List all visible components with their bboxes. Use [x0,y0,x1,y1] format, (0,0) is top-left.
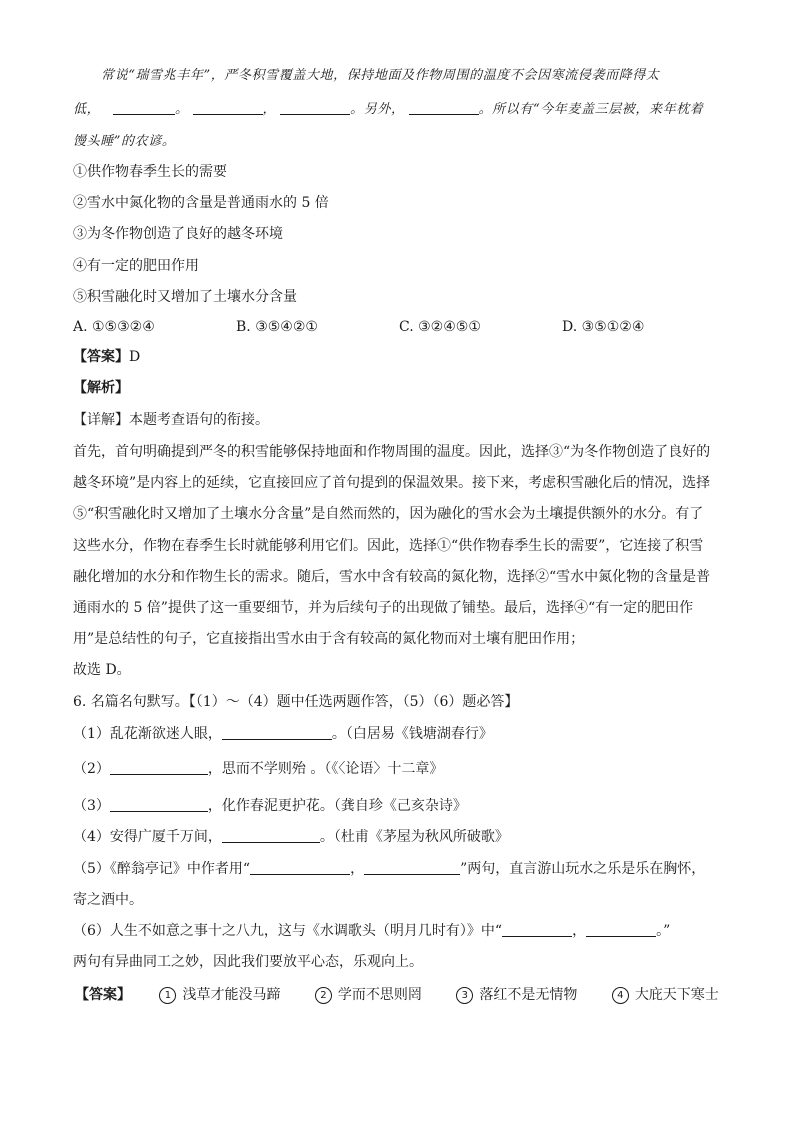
q6-s1-text-a: （1）乱花渐欲迷人眼， [73,726,222,742]
q6-sentence-4 [73,827,733,847]
q5-blank-1 [113,100,175,115]
detail-line-1: 【详解】本题考查语句的衔接。 [73,412,269,428]
q6-s6-text-a: （6）人生不如意之事十之八九，这与《水调歌头（明月几时有）》中“ [73,923,503,939]
detail-line-4: ⑤“积雪融化时又增加了土壤水分含量”是自然而然的，因为融化的雪水会为土壤提供额外的水分。有了 [73,506,704,522]
q6-s1-text-b: 。（白居易《钱塘湖春行》 [331,726,493,742]
q6-s3-blank [110,797,208,812]
q5-options [73,317,733,337]
q6-answer-1 [159,985,280,1005]
q5-stem-text-b: 。所以有“今年麦盖三层被，来年枕着 [478,102,704,117]
q6-answer-3-text: 落红不是无情物 [479,987,578,1003]
q6-s6-sep: ， [572,923,587,939]
q5-blank-2 [193,100,263,115]
detail-line-6: 融化增加的水分和作物生长的需求。随后，雪水中含有较高的氮化物，选择②“雪水中氮化物的含量是普 [73,569,711,585]
q5-stem-line-2 [73,100,733,120]
answer-label: 【答案】 [73,349,129,365]
q6-sentence-5 [73,859,733,879]
q6-s4-text-a: （4）安得广厦千万间， [73,829,222,845]
q6-s5-text-a: （5）《醉翁亭记》中作者用“ [73,861,251,877]
option-c: C. ③②④⑤① [399,319,481,335]
q6-s4-blank [222,828,320,843]
q6-sentence-6 [73,921,733,941]
q6-s5-sep: ， [350,861,365,877]
q6-s5-blank-2 [364,860,460,875]
q6-s5-text-b: ”两句，直言游山玩水之乐是乐在胸怀， [460,861,706,877]
q6-s6-blank-2 [586,922,656,937]
q6-s3-text-b: ，化作春泥更护花。（龚自珍《己亥杂诗》 [207,798,467,814]
q6-sentence-1 [73,724,733,744]
q6-answer-line [75,985,735,1005]
detail-line-3: 越冬环境”是内容上的延续，它直接回应了首句提到的保温效果。接下来，考虑积雪融化后的情况，选择 [73,475,711,491]
answer-value: D [129,349,141,365]
q6-answer-4 [612,985,719,1005]
q6-s2-text-b: ，思而不学则殆 。（《〈论语〉十二章》 [207,761,444,777]
detail-line-7: 通雨水的 5 倍”提供了这一重要细节，并为后续句子的出现做了铺垫。最后，选择④“有一定的肥田作 [73,600,694,616]
q6-answer-2 [315,985,422,1005]
q5-item-5: ⑤积雪融化时又增加了土壤水分含量 [73,289,297,305]
q5-blank-3 [280,100,350,115]
circled-number-icon: 4 [612,987,629,1004]
q6-sentence-6-cont: 两句有异曲同工之妙，因此我们要放平心态，乐观向上。 [73,954,423,970]
q6-s6-text-b: 。” [656,923,671,939]
q6-sentence-5-cont: 寄之酒中。 [73,892,143,908]
detail-line-8: 用”是总结性的句子，它直接指出雪水由于含有较高的氮化物而对土壤有肥田作用； [73,631,585,647]
q6-title: 6. 名篇名句默写。【（1）～（4）题中任选两题作答，（5）（6）题必答】 [73,694,519,710]
q6-s6-blank-1 [502,922,572,937]
q6-s3-text-a: （3） [73,798,110,814]
q6-s2-blank [110,760,208,775]
q6-s2-text-a: （2） [73,761,110,777]
q5-sep-3: 。另外， [350,102,405,117]
q6-answer-1-text: 浅草才能没马蹄 [182,987,281,1003]
option-b: B. ③⑤④②① [236,319,318,335]
q5-item-2: ②雪水中氮化物的含量是普通雨水的 5 倍 [73,195,329,211]
detail-line-5: 这些水分，作物在春季生长时就能够利用它们。因此，选择①“供作物春季生长的需要”，它连接了积雪 [73,538,704,554]
detail-line-2: 首先，首句明确提到严冬的积雪能够保持地面和作物周围的温度。因此，选择③“为冬作物创造了良好的 [73,444,711,460]
q6-sentence-3 [73,796,733,816]
q5-item-4: ④有一定的肥田作用 [73,258,199,274]
q6-answer-label: 【答案】 [75,987,131,1003]
circled-number-icon: 2 [315,987,332,1004]
q5-blank-4 [409,100,479,115]
option-d: D. ③⑤①②④ [562,319,645,335]
q6-s5-blank-1 [250,860,350,875]
detail-line-9: 故选 D。 [73,662,131,678]
q5-stem-text-a: 低， [73,102,101,117]
q5-answer-line [73,347,733,367]
q5-stem-line-1: 常说“瑞雪兆丰年”，严冬积雪覆盖大地，保持地面及作物周围的温度不会因寒流侵袭而降得太 [101,68,660,83]
q6-answer-3 [456,985,577,1005]
analysis-label: 【解析】 [73,380,129,396]
q6-sentence-2 [73,759,733,779]
q5-sep-2: ， [262,102,277,117]
circled-number-icon: 1 [159,987,176,1004]
circled-number-icon: 3 [456,987,473,1004]
q5-sep-1: 。 [174,102,189,117]
q6-s1-blank [222,725,332,740]
q6-answer-4-text: 大庇天下寒士 [634,987,719,1003]
q5-stem-line-3: 馒头睡”的农谚。 [73,134,176,149]
q5-item-1: ①供作物春季生长的需要 [73,164,227,180]
q6-answer-2-text: 学而不思则罔 [337,987,422,1003]
q6-s4-text-b: 。（杜甫《茅屋为秋风所破歌》 [319,829,509,845]
q5-item-3: ③为冬作物创造了良好的越冬环境 [73,226,283,242]
option-a: A. ①⑤③②④ [73,319,155,335]
